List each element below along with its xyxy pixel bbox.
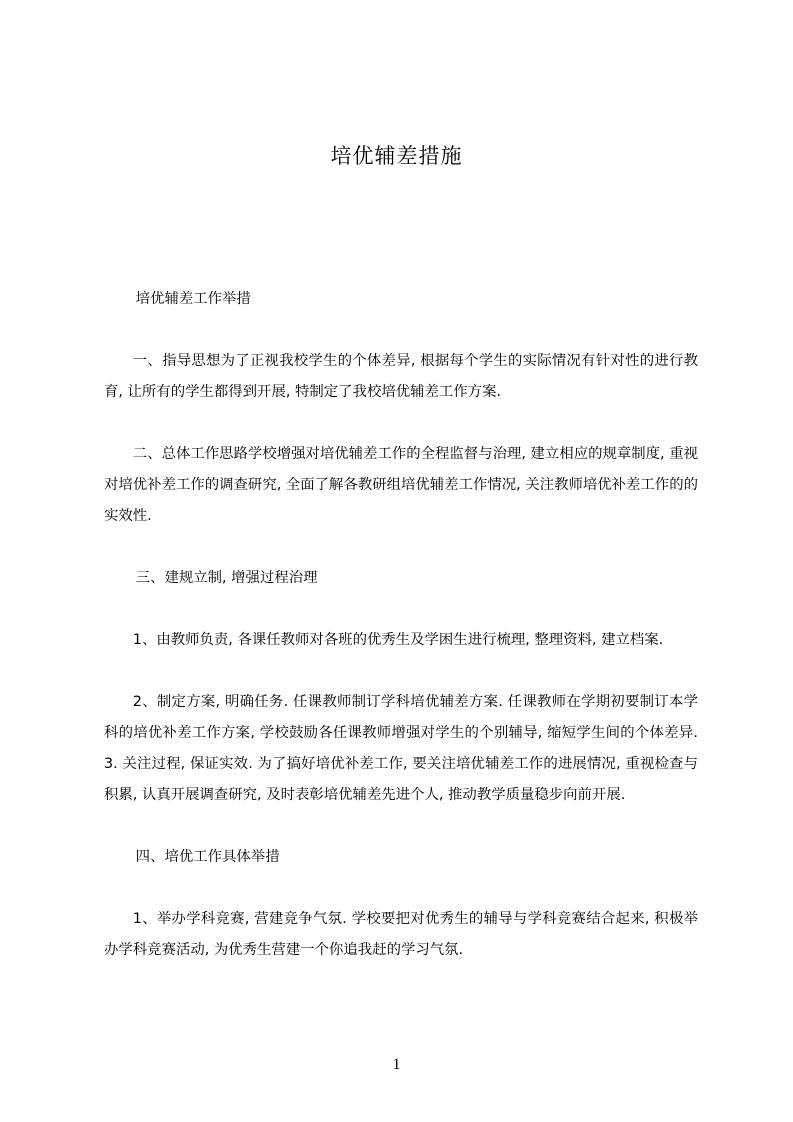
section-heading-rules-and-process: 三、建规立制, 增强过程治理 xyxy=(135,570,318,586)
document-body xyxy=(104,284,698,997)
paragraph-teacher-responsibility: 1、由教师负责, 各课任教师对各班的优秀生及学困生进行梳理, 整理资料, 建立档案. xyxy=(132,632,664,648)
section-heading-measures: 培优辅差工作举措 xyxy=(135,291,251,307)
paragraph-plan-and-tasks: 2、制定方案, 明确任务. 任课教师制订学科培优辅差方案. 任课教师在学期初要制订本学科的培优补差工作方案, 学校鼓励各任课教师增强对学生的个别辅导, 缩短学生间的个体差异. 3. 关注过程, 保证实效. 为了搞好培优补差工作, 要关注培优辅差工作的进展情况, 重视检查与积累, 认真开展调查研究, 及时表彰培优辅差先进个人, 推动教学质量稳步向前开展. xyxy=(104,694,698,803)
document-title: 培优辅差措施 xyxy=(330,144,463,168)
page-number: 1 xyxy=(392,1056,401,1073)
paragraph-subject-competitions: 1、举办学科竞赛, 营建竞争气氛. 学校要把对优秀生的辅导与学科竞赛结合起来, 积极举办学科竞赛活动, 为优秀生营建一个你追我赶的学习气氛. xyxy=(104,911,698,958)
paragraph-guiding-principle: 一、指导思想为了正视我校学生的个体差异, 根据每个学生的实际情况有针对性的进行教育, 让所有的学生都得到开展, 特制定了我校培优辅差工作方案. xyxy=(104,353,698,400)
section-heading-specific-measures: 四、培优工作具体举措 xyxy=(135,849,280,865)
paragraph-overall-approach: 二、总体工作思路学校增强对培优辅差工作的全程监督与治理, 建立相应的规章制度, 重视对培优补差工作的调查研究, 全面了解各教研组培优辅差工作情况, 关注教师培优补差工作的的实效性. xyxy=(104,446,698,524)
